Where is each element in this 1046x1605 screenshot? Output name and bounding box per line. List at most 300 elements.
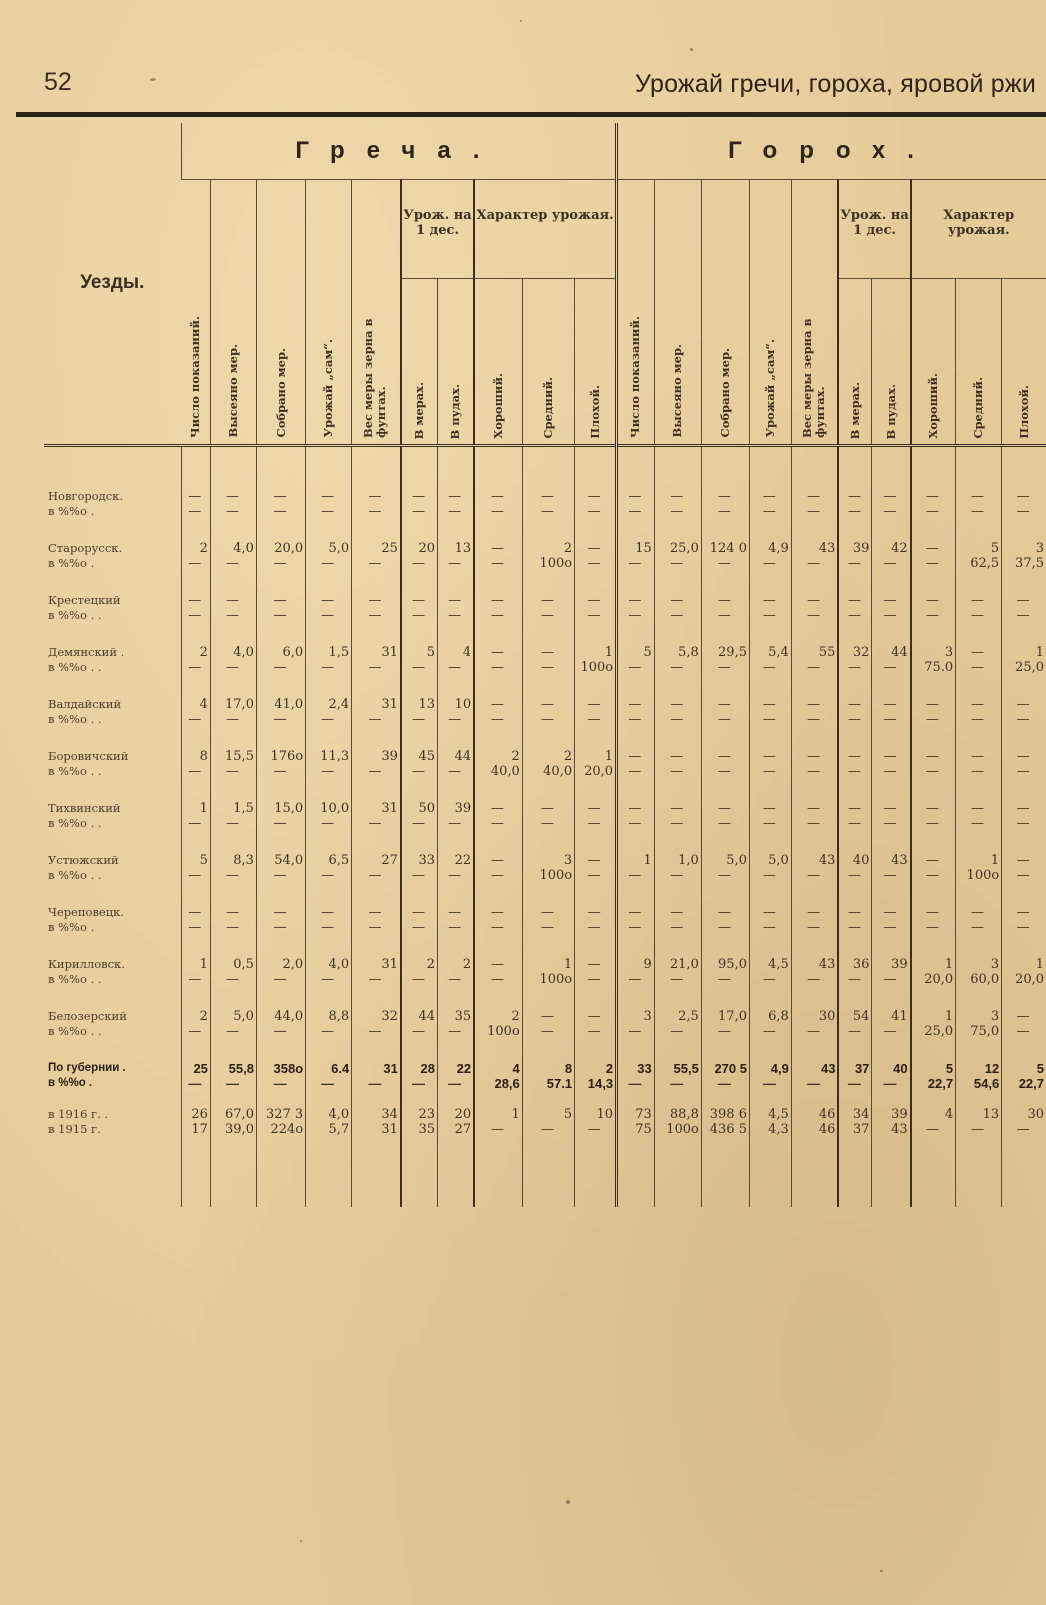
- col-weight-2: Вес меры зерна в фунтах.: [791, 180, 838, 446]
- table-cell: 75.0: [911, 660, 956, 675]
- table-cell: —: [1002, 695, 1046, 712]
- table-cell: —: [838, 695, 871, 712]
- gap-cell: [617, 935, 655, 955]
- table-cell: —: [522, 1024, 574, 1039]
- gap-cell: [956, 779, 1002, 799]
- gap-cell: [575, 623, 617, 643]
- gap-cell: [352, 987, 401, 1007]
- table-cell: —: [522, 504, 574, 519]
- gap-cell: [575, 1137, 617, 1147]
- uezd-percent-label: в %%о . .: [48, 971, 102, 986]
- table-cell: 17,0: [701, 1007, 749, 1024]
- table-cell: 40,0: [522, 764, 574, 779]
- table-cell: 10,0: [306, 799, 352, 816]
- table-cell: —: [701, 504, 749, 519]
- table-cell: 35: [438, 1007, 475, 1024]
- table-cell: 10: [438, 695, 475, 712]
- gap-cell: [956, 519, 1002, 539]
- table-cell: —: [522, 1122, 574, 1137]
- table-cell: —: [791, 747, 838, 764]
- gap-cell: [256, 935, 305, 955]
- table-cell: —: [701, 1024, 749, 1039]
- row-gap: [44, 1091, 1046, 1105]
- table-cell: 39: [838, 539, 871, 556]
- table-cell: 4,0: [306, 1105, 352, 1122]
- table-row-percent: [44, 868, 1046, 883]
- table-cell: —: [749, 608, 791, 623]
- table-cell: —: [352, 816, 401, 831]
- table-cell: 2: [181, 539, 210, 556]
- table-cell: —: [522, 660, 574, 675]
- table-cell: —: [401, 591, 438, 608]
- table-cell: —: [872, 799, 911, 816]
- gap-cell: [872, 779, 911, 799]
- table-cell: —: [1002, 868, 1046, 883]
- gap-cell: [1002, 519, 1046, 539]
- gap-cell: [838, 519, 871, 539]
- table-cell: 1: [617, 851, 655, 868]
- gap-cell: [256, 675, 305, 695]
- table-row-percent: [44, 920, 1046, 935]
- gap-cell: [872, 987, 911, 1007]
- table-cell: —: [438, 556, 475, 571]
- table-cell: 73: [617, 1105, 655, 1122]
- table-cell: 26: [181, 1105, 210, 1122]
- table-cell: —: [522, 903, 574, 920]
- table-cell: —: [210, 487, 256, 504]
- table-cell: 31: [352, 799, 401, 816]
- page-header: [44, 62, 1036, 108]
- table-cell: 5,8: [654, 643, 701, 660]
- gap-cell: [181, 987, 210, 1007]
- gap-cell: [654, 571, 701, 591]
- table-cell: 43: [791, 1059, 838, 1076]
- table-cell: 75: [617, 1122, 655, 1137]
- table-cell: —: [352, 972, 401, 987]
- gap-cell: [522, 1039, 574, 1059]
- table-cell: —: [474, 591, 522, 608]
- gap-cell: [654, 935, 701, 955]
- table-cell: —: [617, 695, 655, 712]
- table-cell: 40,0: [474, 764, 522, 779]
- table-cell: —: [749, 816, 791, 831]
- table-cell: —: [872, 868, 911, 883]
- table-cell: —: [438, 1024, 475, 1039]
- table-cell: —: [474, 816, 522, 831]
- paper-fleck: [520, 20, 522, 22]
- table-cell: —: [1002, 487, 1046, 504]
- gap-cell: [401, 571, 438, 591]
- gap-cell: [872, 519, 911, 539]
- table-cell: —: [701, 903, 749, 920]
- gap-cell: [911, 779, 956, 799]
- paper-fleck: [300, 1540, 302, 1542]
- table-cell: 60,0: [956, 972, 1002, 987]
- table-cell: —: [438, 487, 475, 504]
- table-cell: 1: [474, 1105, 522, 1122]
- gap-cell: [44, 519, 181, 539]
- gap-cell: [1002, 1039, 1046, 1059]
- table-cell: 39: [872, 955, 911, 972]
- table-row-percent: [44, 1024, 1046, 1039]
- table-cell: —: [256, 903, 305, 920]
- table-cell: —: [956, 764, 1002, 779]
- table-cell: 3: [617, 1007, 655, 1024]
- table-cell: —: [575, 920, 617, 935]
- table-cell: —: [911, 851, 956, 868]
- gap-cell: [474, 727, 522, 747]
- table-cell: —: [352, 868, 401, 883]
- table-cell: 100о: [522, 868, 574, 883]
- table-cell: —: [838, 903, 871, 920]
- table-cell: —: [306, 920, 352, 935]
- table-row: [44, 903, 1046, 920]
- gap-cell: [956, 1091, 1002, 1105]
- table-cell: —: [911, 747, 956, 764]
- gap-cell: [911, 1137, 956, 1147]
- table-cell: —: [401, 1024, 438, 1039]
- col-character: Характер урожая.: [474, 180, 616, 279]
- table-cell: —: [872, 556, 911, 571]
- gap-cell: [352, 1091, 401, 1105]
- table-row-percent: [44, 660, 1046, 675]
- gap-cell: [522, 727, 574, 747]
- gap-cell: [749, 883, 791, 903]
- table-cell: —: [210, 764, 256, 779]
- table-cell: —: [617, 660, 655, 675]
- table-cell: —: [181, 487, 210, 504]
- table-cell: —: [575, 1007, 617, 1024]
- table-cell: 5,4: [749, 643, 791, 660]
- table-cell: —: [956, 712, 1002, 727]
- tail-cell: [44, 1147, 181, 1207]
- gap-cell: [872, 727, 911, 747]
- gap-cell: [838, 1137, 871, 1147]
- table-cell: —: [522, 487, 574, 504]
- table-cell: —: [474, 487, 522, 504]
- table-cell: 4,9: [749, 539, 791, 556]
- gap-cell: [256, 779, 305, 799]
- table-cell: 3: [956, 955, 1002, 972]
- gap-cell: [256, 623, 305, 643]
- gap-cell: [522, 1137, 574, 1147]
- table-cell: 4,5: [749, 1105, 791, 1122]
- table-cell: 1: [522, 955, 574, 972]
- gap-cell: [749, 779, 791, 799]
- table-cell: —: [306, 868, 352, 883]
- table-cell: —: [838, 799, 871, 816]
- table-cell: —: [1002, 816, 1046, 831]
- table-cell: —: [749, 504, 791, 519]
- table-cell: —: [654, 487, 701, 504]
- gap-cell: [306, 675, 352, 695]
- row-gap: [44, 727, 1046, 747]
- table-cell: —: [256, 764, 305, 779]
- table-cell: —: [654, 608, 701, 623]
- table-cell: —: [701, 868, 749, 883]
- table-cell: 100о: [956, 868, 1002, 883]
- table-cell: 327 3: [256, 1105, 305, 1122]
- gap-cell: [701, 727, 749, 747]
- gap-cell: [522, 831, 574, 851]
- header-rule: [16, 112, 1046, 117]
- table-cell: —: [654, 591, 701, 608]
- table-row-percent: [44, 504, 1046, 519]
- gap-cell: [44, 935, 181, 955]
- gap-cell: [306, 727, 352, 747]
- table-cell: —: [654, 1076, 701, 1091]
- table-cell: 4,5: [749, 955, 791, 972]
- gap-cell: [401, 883, 438, 903]
- gap-cell: [701, 519, 749, 539]
- table-cell: —: [306, 712, 352, 727]
- table-cell: —: [791, 972, 838, 987]
- table-cell: —: [181, 504, 210, 519]
- table-cell: —: [1002, 799, 1046, 816]
- gap-cell: [438, 1039, 475, 1059]
- gap-cell: [438, 1091, 475, 1105]
- table-cell: 2: [522, 539, 574, 556]
- table-cell: —: [306, 1024, 352, 1039]
- table-cell: —: [701, 591, 749, 608]
- gap-cell: [44, 987, 181, 1007]
- table-cell: —: [791, 504, 838, 519]
- table-cell: 20,0: [1002, 972, 1046, 987]
- gap-cell: [181, 1091, 210, 1105]
- gap-cell: [1002, 831, 1046, 851]
- gap-cell: [306, 1039, 352, 1059]
- table-cell: —: [701, 660, 749, 675]
- table-cell: —: [306, 816, 352, 831]
- table-cell: —: [181, 903, 210, 920]
- gap-cell: [872, 935, 911, 955]
- gap-cell: [654, 987, 701, 1007]
- table-cell: —: [438, 764, 475, 779]
- gap-cell: [791, 831, 838, 851]
- gap-cell: [474, 987, 522, 1007]
- table-cell: —: [617, 764, 655, 779]
- table-cell: —: [872, 504, 911, 519]
- table-cell: —: [956, 1122, 1002, 1137]
- table-cell: 1: [1002, 643, 1046, 660]
- table-cell: 100о: [575, 660, 617, 675]
- table-cell: —: [911, 764, 956, 779]
- uezd-percent-label: в %%о . .: [48, 763, 102, 778]
- uezd-name: в 1916 г. .: [48, 1106, 109, 1121]
- table-cell: —: [474, 712, 522, 727]
- gap-cell: [791, 1039, 838, 1059]
- col-weight: Вес меры зерна в фунтах.: [352, 180, 401, 446]
- table-cell: —: [474, 955, 522, 972]
- uezd-percent-label: в %%о .: [48, 555, 95, 570]
- table-cell: —: [522, 816, 574, 831]
- gap-cell: [438, 935, 475, 955]
- table-cell: 4,3: [749, 1122, 791, 1137]
- col-count: Число показаний.: [188, 315, 203, 438]
- table-row-percent: [44, 1122, 1046, 1137]
- gap-cell: [256, 1137, 305, 1147]
- tail-cell: [1002, 1147, 1046, 1207]
- table-cell: —: [474, 556, 522, 571]
- gap-cell: [522, 987, 574, 1007]
- gap-cell: [654, 1039, 701, 1059]
- table-row: [44, 747, 1046, 764]
- group-title-grecha: Греча.: [181, 123, 616, 180]
- row-gap: [44, 571, 1046, 591]
- table-cell: 2,0: [256, 955, 305, 972]
- gap-cell: [872, 623, 911, 643]
- table-cell: —: [306, 972, 352, 987]
- table-cell: 54,0: [256, 851, 305, 868]
- table-cell: 25: [352, 539, 401, 556]
- table-cell: —: [306, 591, 352, 608]
- gap-cell: [474, 1039, 522, 1059]
- gap-cell: [911, 987, 956, 1007]
- table-cell: —: [838, 764, 871, 779]
- table-cell: —: [872, 712, 911, 727]
- gap-cell: [838, 571, 871, 591]
- table-cell: —: [911, 487, 956, 504]
- table-cell: —: [701, 764, 749, 779]
- gap-cell: [575, 831, 617, 851]
- col-collected: Собрано мер.: [256, 180, 305, 446]
- gap-cell: [401, 623, 438, 643]
- table-cell: —: [1002, 1122, 1046, 1137]
- table-cell: —: [438, 920, 475, 935]
- gap-cell: [791, 987, 838, 1007]
- table-row: [44, 851, 1046, 868]
- uezd-name: Устюжский: [48, 852, 119, 867]
- table-cell: —: [956, 608, 1002, 623]
- uezd-percent-label: в %%о . .: [48, 867, 102, 882]
- table-cell: 39,0: [210, 1122, 256, 1137]
- table-cell: 436 5: [701, 1122, 749, 1137]
- table-cell: 2,4: [306, 695, 352, 712]
- gap-cell: [210, 935, 256, 955]
- uezd-percent-label: в %%о . .: [48, 1023, 102, 1038]
- gap-cell: [791, 935, 838, 955]
- gap-cell: [352, 935, 401, 955]
- gap-cell: [522, 675, 574, 695]
- table-cell: —: [256, 868, 305, 883]
- table-cell: —: [911, 539, 956, 556]
- gap-cell: [749, 1137, 791, 1147]
- table-cell: —: [474, 903, 522, 920]
- group-title-gorokh: Горох.: [617, 123, 1046, 180]
- table-cell: 10: [575, 1105, 617, 1122]
- table-cell: 37: [838, 1059, 871, 1076]
- table-cell: —: [911, 799, 956, 816]
- tail-cell: [438, 1147, 475, 1207]
- gap-cell: [749, 935, 791, 955]
- gap-cell: [181, 571, 210, 591]
- gap-cell: [401, 519, 438, 539]
- gap-cell: [701, 935, 749, 955]
- table-cell: —: [210, 1024, 256, 1039]
- table-cell: —: [617, 608, 655, 623]
- table-cell: 2: [181, 1007, 210, 1024]
- gap-cell: [44, 675, 181, 695]
- uezd-percent-label: в 1915 г.: [48, 1121, 101, 1136]
- table-cell: 20,0: [911, 972, 956, 987]
- table-cell: 9: [617, 955, 655, 972]
- table-cell: 12: [956, 1059, 1002, 1076]
- gap-cell: [654, 519, 701, 539]
- gap-cell: [44, 727, 181, 747]
- gap-cell: [617, 571, 655, 591]
- uezd-percent-label: в %%о .: [48, 1076, 93, 1089]
- gap-cell: [791, 1137, 838, 1147]
- gap-cell: [438, 987, 475, 1007]
- table-cell: 62,5: [956, 556, 1002, 571]
- gap-cell: [654, 675, 701, 695]
- table-cell: —: [911, 903, 956, 920]
- table-cell: 43: [872, 1122, 911, 1137]
- table-cell: —: [872, 972, 911, 987]
- gap-cell: [654, 831, 701, 851]
- gap-cell: [575, 519, 617, 539]
- table-cell: —: [181, 816, 210, 831]
- table-row-percent: [44, 712, 1046, 727]
- table-cell: —: [956, 816, 1002, 831]
- gap-cell: [474, 935, 522, 955]
- table-cell: —: [1002, 1024, 1046, 1039]
- gap-cell: [701, 571, 749, 591]
- table-cell: 57.1: [522, 1076, 574, 1091]
- table-cell: —: [791, 712, 838, 727]
- table-cell: 100о: [654, 1122, 701, 1137]
- table-cell: —: [401, 816, 438, 831]
- gap-cell: [911, 675, 956, 695]
- table-cell: —: [872, 660, 911, 675]
- table-cell: —: [352, 504, 401, 519]
- uezd-name: Крестецкий: [48, 592, 121, 607]
- table-cell: —: [474, 868, 522, 883]
- table-row-percent: [44, 1076, 1046, 1091]
- table-cell: —: [911, 816, 956, 831]
- table-cell: —: [352, 764, 401, 779]
- gap-cell: [911, 935, 956, 955]
- gap-cell: [838, 727, 871, 747]
- gap-cell: [1002, 935, 1046, 955]
- table-cell: 1: [575, 747, 617, 764]
- table-cell: —: [654, 972, 701, 987]
- gap-cell: [749, 987, 791, 1007]
- table-cell: 95,0: [701, 955, 749, 972]
- table-cell: 1: [911, 955, 956, 972]
- table-cell: —: [438, 972, 475, 987]
- table-cell: —: [181, 712, 210, 727]
- gap-cell: [701, 987, 749, 1007]
- gap-cell: [522, 623, 574, 643]
- table-row-percent: [44, 816, 1046, 831]
- gap-cell: [791, 883, 838, 903]
- table-cell: —: [701, 747, 749, 764]
- table-cell: —: [956, 920, 1002, 935]
- table-cell: —: [1002, 608, 1046, 623]
- table-cell: —: [575, 799, 617, 816]
- tail-cell: [575, 1147, 617, 1207]
- table-cell: —: [749, 695, 791, 712]
- table-cell: —: [256, 920, 305, 935]
- table-cell: 27: [438, 1122, 475, 1137]
- table-cell: —: [838, 556, 871, 571]
- uezd-percent-label: в %%о . .: [48, 711, 102, 726]
- table-cell: —: [791, 868, 838, 883]
- table-cell: —: [749, 764, 791, 779]
- uezd-name: Боровичский: [48, 748, 129, 763]
- table-cell: —: [911, 1122, 956, 1137]
